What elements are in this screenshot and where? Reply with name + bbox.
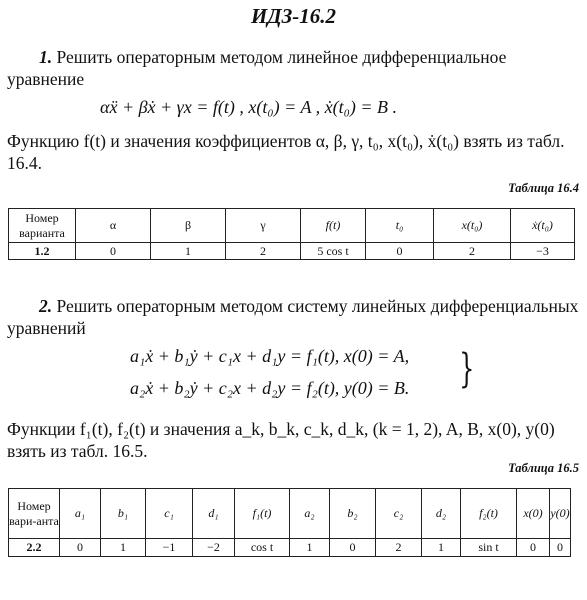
table-cell: 2 [434, 243, 511, 260]
table-row [9, 539, 571, 557]
table-cell: 5 cos t [301, 243, 366, 260]
header-cell: f(t) [301, 209, 366, 243]
table-cell: −3 [511, 243, 575, 260]
table-row [9, 243, 575, 260]
task2-instructions: Функции f₁(t), f₂(t) и значения a_k, b_k, c_k, d_k, (k = 1, 2), A, B, x(0), y(0) взять из табл. 16.5. [7, 419, 555, 461]
table-cell: 2 [376, 539, 422, 557]
header-cell: c₁ [146, 489, 193, 539]
table-cell: 2 [226, 243, 301, 260]
table-16-5 [8, 488, 571, 557]
header-cell: y(0) [550, 489, 571, 539]
task1-text: Решить операторным методом линейное дифференциальное уравнение [7, 47, 507, 89]
table-16-4 [8, 208, 575, 260]
header-cell: Номер варианта [9, 209, 76, 243]
header-cell: b₂ [330, 489, 376, 539]
table-16-5-header-row [9, 489, 571, 539]
task1-statement [7, 46, 579, 90]
task1-instructions: Функцию f(t) и значения коэффициентов α, β, γ, t₀, x(t₀), ẋ(t₀) взять из табл. 16.4. [7, 131, 565, 173]
header-cell: Номер вари-анта [9, 489, 60, 539]
task2-equation-1: a₁ẋ + b₁ẏ + c₁x + d₁y = f₁(t), x(0) = A, [130, 346, 410, 366]
header-cell: a₂ [290, 489, 330, 539]
header-cell: t₀ [366, 209, 434, 243]
table-cell: sin t [461, 539, 517, 557]
table-cell: 0 [366, 243, 434, 260]
task2-number: 2. [39, 296, 53, 316]
table-cell: −2 [193, 539, 235, 557]
task2-text: Решить операторным методом систему линейных дифференциальных уравнений [7, 296, 579, 338]
header-cell: α [76, 209, 151, 243]
table-16-5-caption: Таблица 16.5 [508, 461, 579, 475]
table-cell: 1 [290, 539, 330, 557]
header-cell: d₁ [193, 489, 235, 539]
header-cell: β [151, 209, 226, 243]
table-cell: 0 [550, 539, 571, 557]
header-cell: f₂(t) [461, 489, 517, 539]
table-cell: 1 [101, 539, 146, 557]
header-cell: d₂ [422, 489, 461, 539]
header-cell: a₁ [60, 489, 101, 539]
table-16-4-caption: Таблица 16.4 [508, 181, 579, 195]
header-cell: b₁ [101, 489, 146, 539]
header-cell: x(0) [517, 489, 550, 539]
header-cell: ẋ(t₀) [511, 209, 575, 243]
header-cell: c₂ [376, 489, 422, 539]
system-brace: } [459, 346, 475, 392]
table-cell: cos t [235, 539, 290, 557]
table-cell: 0 [60, 539, 101, 557]
table-cell: 0 [330, 539, 376, 557]
task2-equation-2: a₂ẋ + b₂ẏ + c₂x + d₂y = f₂(t), y(0) = B. [130, 378, 410, 398]
table-16-4-header-row [9, 209, 575, 243]
task1-equation: αẍ + βẋ + γx = f(t) , x(t₀) = A , ẋ(t₀) = B . [100, 97, 398, 117]
table-cell: 1 [422, 539, 461, 557]
table-cell: 1.2 [9, 243, 76, 260]
table-cell: 0 [517, 539, 550, 557]
table-cell: 1 [151, 243, 226, 260]
header-cell: γ [226, 209, 301, 243]
table-cell: 2.2 [9, 539, 60, 557]
header-cell: f₁(t) [235, 489, 290, 539]
page-title: ИДЗ-16.2 [250, 4, 337, 28]
header-cell: x(t₀) [434, 209, 511, 243]
task2-statement [7, 295, 579, 339]
table-cell: −1 [146, 539, 193, 557]
table-cell: 0 [76, 243, 151, 260]
task1-number: 1. [39, 47, 53, 67]
